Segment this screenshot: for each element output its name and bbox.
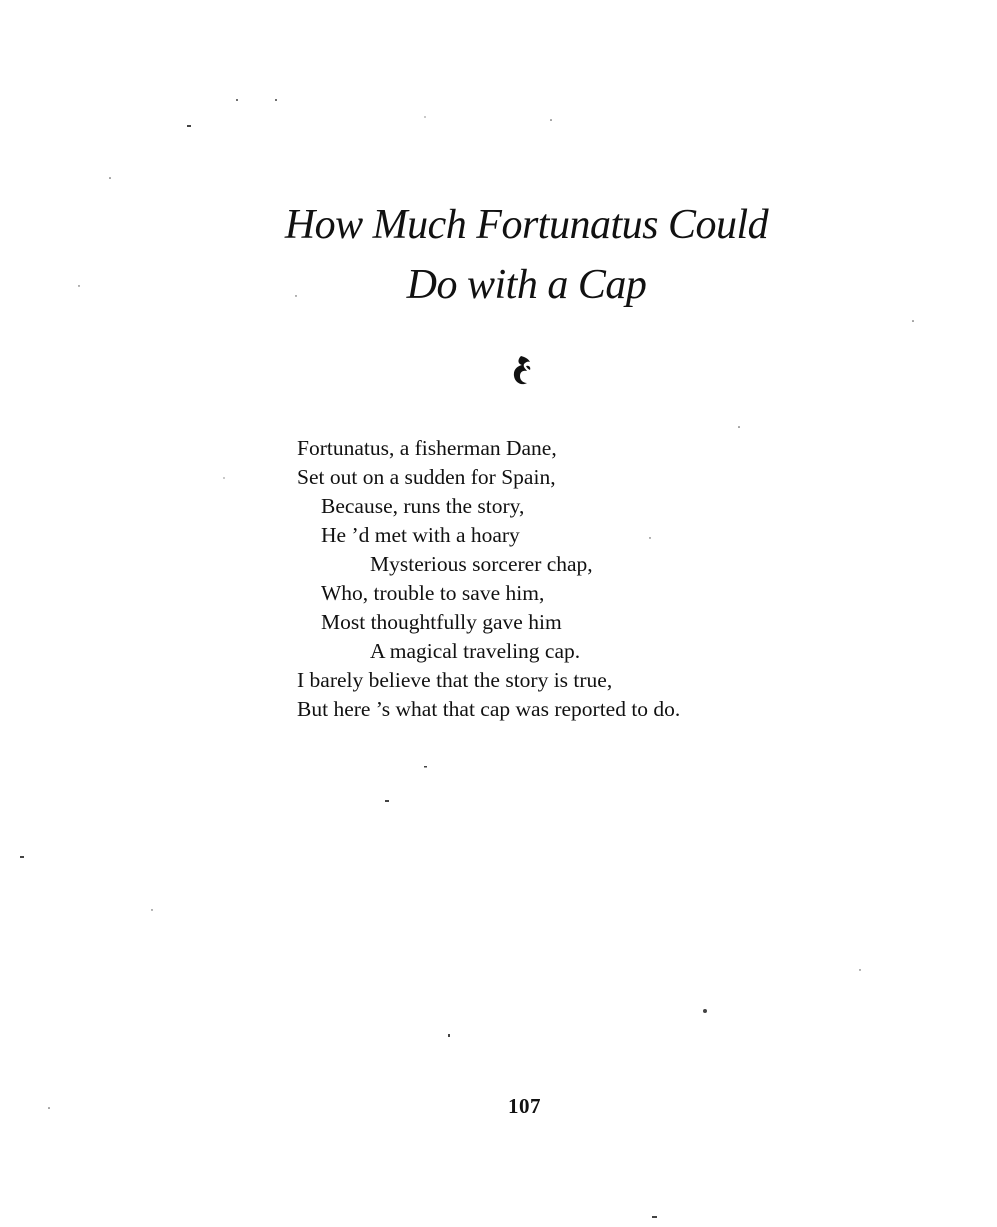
poem-line: A magical traveling cap. xyxy=(370,639,581,663)
poem-title-line-1: How Much Fortunatus Could xyxy=(284,202,769,248)
poem-line: He ’d met with a hoary xyxy=(321,523,520,547)
page-number: 107 xyxy=(508,1094,541,1118)
fleuron-icon xyxy=(508,354,534,388)
poem-line: Most thoughtfully gave him xyxy=(321,610,562,634)
poem-line: Who, trouble to save him, xyxy=(321,581,545,605)
poem-line: Fortunatus, a fisherman Dane, xyxy=(297,436,557,460)
poem-line: Set out on a sudden for Spain, xyxy=(297,465,556,489)
poem-line: Mysterious sorcerer chap, xyxy=(370,552,593,576)
poem-line: Because, runs the story, xyxy=(321,494,525,518)
poem-line: But here ’s what that cap was reported to do. xyxy=(297,697,681,721)
poem-line: I barely believe that the story is true, xyxy=(297,668,613,692)
poem-stanza xyxy=(297,434,680,724)
poem-title-line-2: Do with a Cap xyxy=(406,262,647,308)
